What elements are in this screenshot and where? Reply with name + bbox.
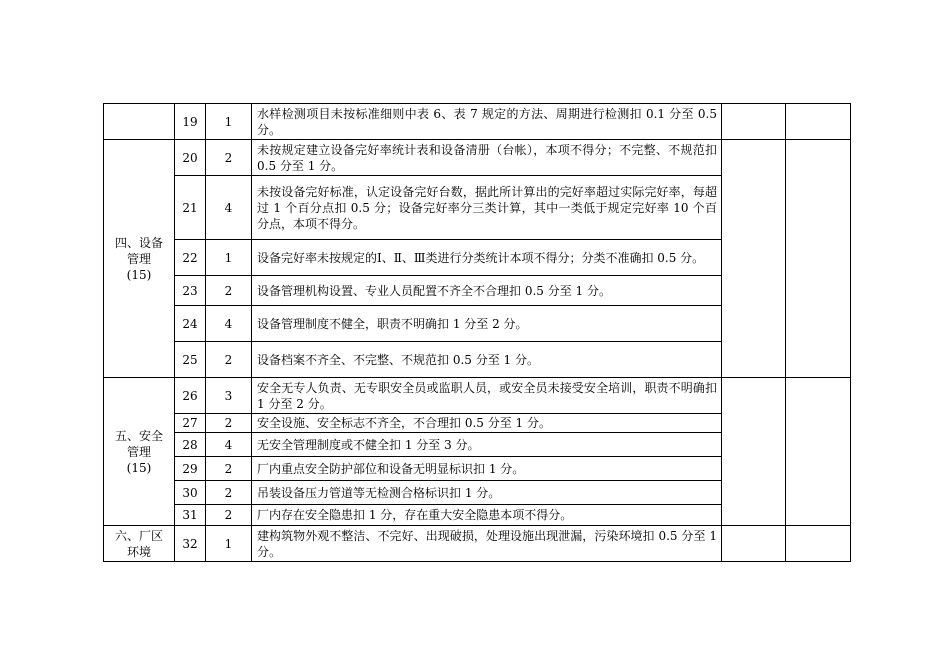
category-cell [104, 378, 175, 526]
deduction-cell [722, 526, 786, 562]
item-score: 2 [206, 457, 252, 481]
item-number: 29 [175, 457, 206, 481]
item-number: 24 [175, 306, 206, 342]
item-score: 1 [206, 240, 252, 276]
item-score: 4 [206, 176, 252, 240]
item-description: 建构筑物外观不整洁、不完好、出现破损，处理设施出现泄漏，污染环境扣 0.5 分至 1 分。 [252, 526, 722, 562]
item-score: 2 [206, 140, 252, 176]
category-cell [104, 526, 175, 562]
remark-cell [786, 140, 851, 378]
table-row [104, 526, 851, 562]
item-number: 23 [175, 276, 206, 306]
item-score: 4 [206, 306, 252, 342]
item-description: 设备管理制度不健全，职责不明确扣 1 分至 2 分。 [252, 306, 722, 342]
item-score: 2 [206, 342, 252, 378]
item-description: 未按规定建立设备完好率统计表和设备清册（台帐），本项不得分；不完整、不规范扣 0.5 分至 1 分。 [252, 140, 722, 176]
category-label: 五、安全 管理 (15) [114, 428, 163, 475]
item-score: 2 [206, 481, 252, 505]
item-number: 31 [175, 505, 206, 526]
item-number: 26 [175, 378, 206, 414]
item-score: 2 [206, 414, 252, 433]
item-number: 27 [175, 414, 206, 433]
item-number: 21 [175, 176, 206, 240]
category-cell [104, 104, 175, 140]
item-description: 设备档案不齐全、不完整、不规范扣 0.5 分至 1 分。 [252, 342, 722, 378]
item-number: 25 [175, 342, 206, 378]
category-cell [104, 140, 175, 378]
table-row [104, 140, 851, 176]
item-description: 厂内重点安全防护部位和设备无明显标识扣 1 分。 [252, 457, 722, 481]
item-score: 1 [206, 526, 252, 562]
deduction-cell [722, 104, 786, 140]
item-number: 22 [175, 240, 206, 276]
item-score: 4 [206, 433, 252, 457]
item-score: 2 [206, 505, 252, 526]
table-row [104, 378, 851, 414]
item-description: 设备管理机构设置、专业人员配置不齐全不合理扣 0.5 分至 1 分。 [252, 276, 722, 306]
item-number: 32 [175, 526, 206, 562]
deduction-cell [722, 378, 786, 526]
item-description: 安全设施、安全标志不齐全，不合理扣 0.5 分至 1 分。 [252, 414, 722, 433]
remark-cell [786, 526, 851, 562]
table-row [104, 104, 851, 140]
item-number: 28 [175, 433, 206, 457]
item-score: 1 [206, 104, 252, 140]
category-label: 四、设备 管理 (15) [114, 235, 163, 282]
item-description: 无安全管理制度或不健全扣 1 分至 3 分。 [252, 433, 722, 457]
item-number: 19 [175, 104, 206, 140]
item-number: 20 [175, 140, 206, 176]
item-description: 水样检测项目未按标准细则中表 6、表 7 规定的方法、周期进行检测扣 0.1 分至 0.5 分。 [252, 104, 722, 140]
category-label: 六、厂区 环境 [114, 528, 163, 559]
item-score: 2 [206, 276, 252, 306]
item-description: 未按设备完好标准，认定设备完好台数，据此所计算出的完好率超过实际完好率，每超过 1 个百分点扣 0.5 分；设备完好率分三类计算，其中一类低于规定完好率 10 个百分点，本项不得分。 [252, 176, 722, 240]
deduction-cell [722, 140, 786, 378]
item-description: 设备完好率未按规定的Ⅰ、Ⅱ、Ⅲ类进行分类统计本项不得分；分类不准确扣 0.5 分。 [252, 240, 722, 276]
remark-cell [786, 378, 851, 526]
item-description: 吊装设备压力管道等无检测合格标识扣 1 分。 [252, 481, 722, 505]
item-description: 安全无专人负责、无专职安全员或监职人员，或安全员未接受安全培训，职责不明确扣 1 分至 2 分。 [252, 378, 722, 414]
item-score: 3 [206, 378, 252, 414]
remark-cell [786, 104, 851, 140]
item-number: 30 [175, 481, 206, 505]
scoring-table [103, 103, 851, 562]
item-description: 厂内存在安全隐患扣 1 分，存在重大安全隐患本项不得分。 [252, 505, 722, 526]
